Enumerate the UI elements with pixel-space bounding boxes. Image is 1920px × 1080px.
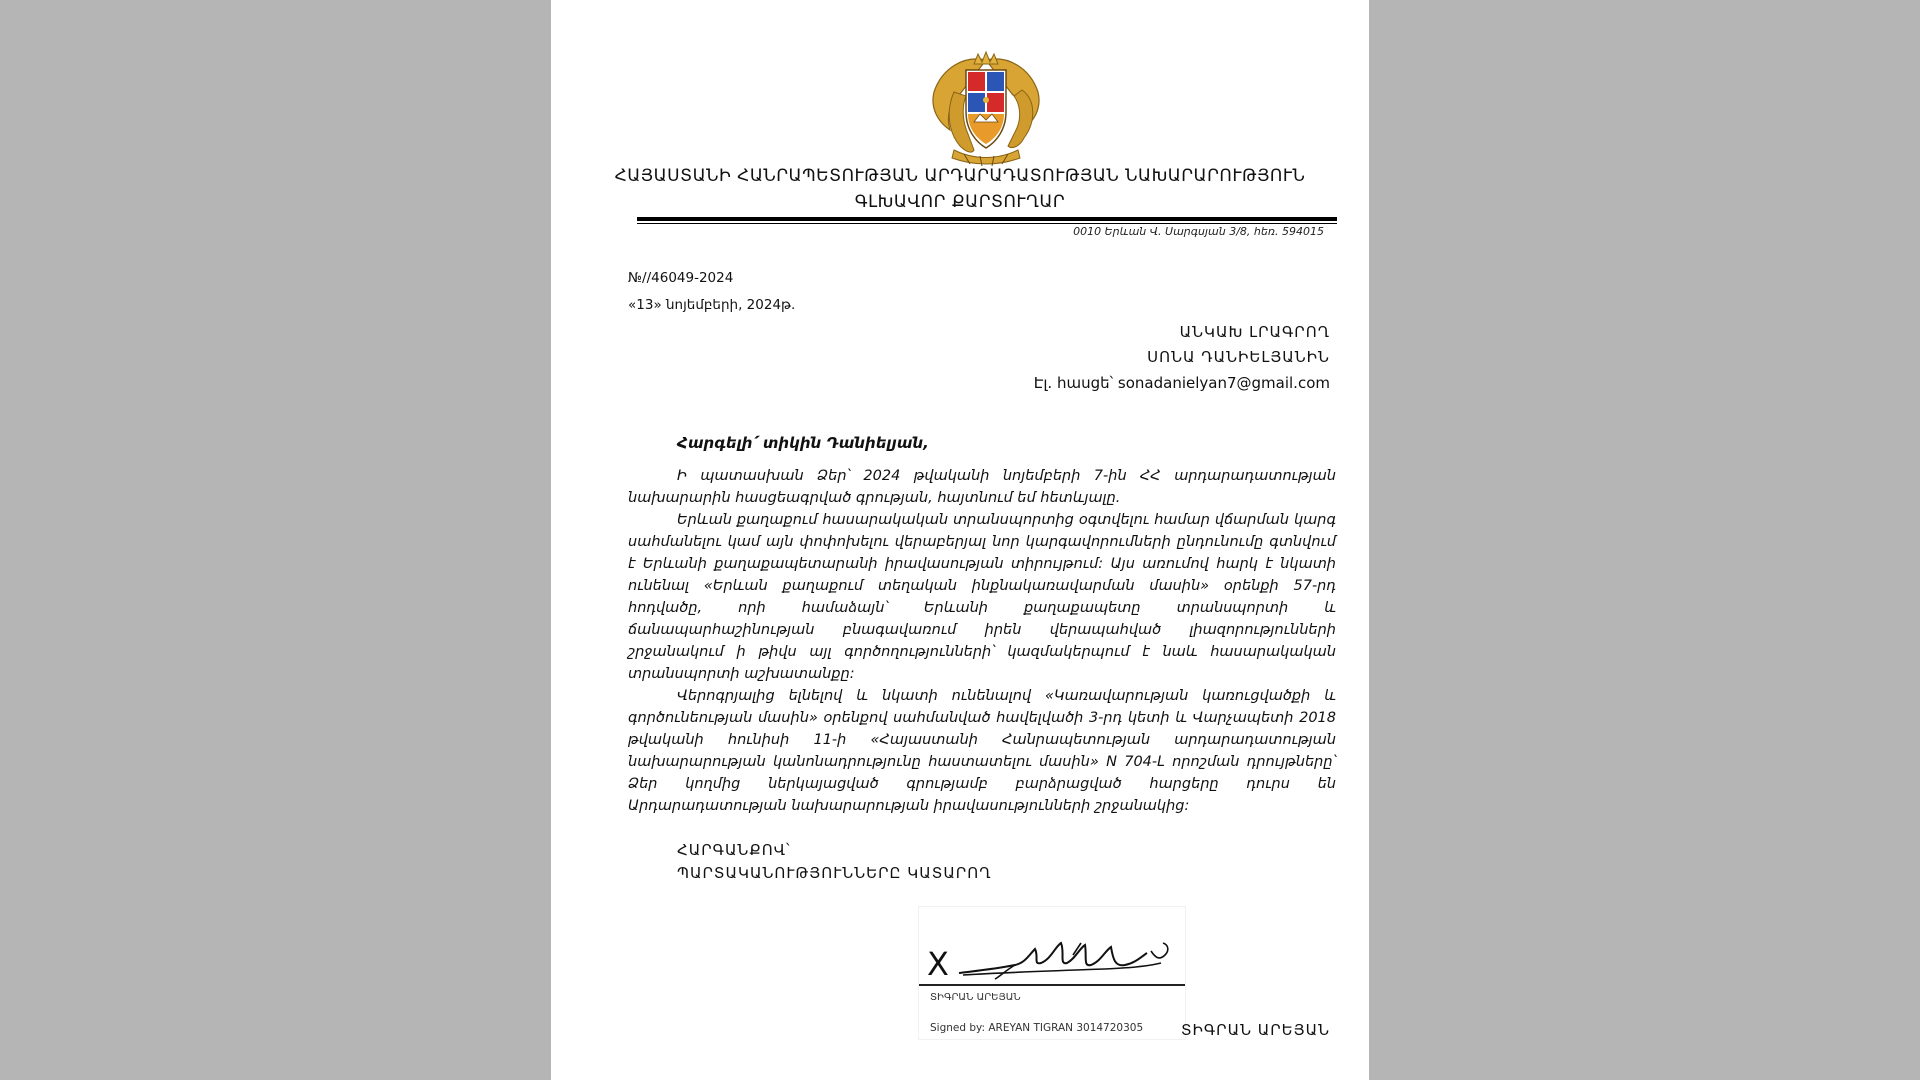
body-paragraph: Ի պատասխան Ձեր՝ 2024 թվականի նոյեմբերի 7-ին ՀՀ արդարադատության նախարարին հասցեագրված գրության, հայտնում եմ հետևյալը. (628, 468, 1336, 506)
signature-x-mark: X (927, 945, 949, 983)
recipient-name: ՍՈՆԱ ԴԱՆԻԵԼՅԱՆԻՆ (1147, 348, 1330, 366)
ministry-name: ՀԱՅԱՍՏԱՆԻ ՀԱՆՐԱՊԵՏՈՒԹՅԱՆ ԱՐԴԱՐԱԴԱՏՈՒԹՅԱՆ ՆԱԽԱՐԱՐՈՒԹՅՈՒՆ (614, 166, 1306, 186)
salutation: Հարգելի՛ տիկին Դանիելյան, (677, 434, 929, 452)
reference-number: №//46049-2024 (628, 270, 734, 286)
body-paragraph: Երևան քաղաքում հասարակական տրանսպորտից օգտվելու համար վճարման կարգ սահմանելու կամ այն փոփոխելու վերաբերյալ նոր կարգավորումների ընդունումը գտնվում է Երևանի քաղաքապետարանի իրավասության տիրույթում: Այս առումով հարկ է նկատի ունենալ «Երևան քաղաքում տեղական ինքնակառավարման մասին» օրենքի 57-րդ հոդվածը, որի համաձայն՝ Երևանի քաղաքապետը տրանսպորտի և ճանապարհաշինության բնագավառում իրեն վերապահված լիազորությունների շրջանակում ի թիվս այլ գործողությունների՝ կազմակերպում է նաև հասարակական տրանսպորտի աշխատանքը: (628, 512, 1336, 682)
recipient-title: ԱՆԿԱԽ ԼՐԱԳՐՈՂ (1179, 323, 1330, 341)
ministry-address: 0010 Երևան Վ. Սարգսյան 3/8, հեռ. 594015 (1073, 225, 1324, 238)
letter-page (551, 0, 1369, 1080)
signature-caption-name: ՏԻԳՐԱՆ ԱՐԵՅԱՆ (930, 992, 1021, 1003)
body-paragraph: Վերոգրյալից ելնելով և նկատի ունենալով «Կառավարության կառուցվածքի և գործունեության մասին» օրենքով սահմանված հավելվածի 3-րդ կետի և Վարչապետի 2018 թվականի հունիսի 11-ի «Հայաստանի Հանրապետության արդարադատության նախարարության կանոնադրությունը հաստատելու մասին» N 704-Լ որոշման դրույթները՝ Ձեր կողմից ներկայացված գրությամբ բարձրացված հարցերը դուրս են Արդարադատության նախարարության իրավասությունների շրջանակից: (628, 688, 1336, 814)
signature-line (919, 984, 1185, 986)
handwritten-signature (955, 935, 1175, 985)
recipient-email: Էլ. հասցե՝ sonadanielyan7@gmail.com (1033, 374, 1330, 392)
armenia-coat-of-arms-icon (924, 50, 1048, 168)
letterhead-rule-thin (637, 223, 1337, 224)
ministry-department: ԳԼԽԱՎՈՐ ՔԱՐՏՈՒՂԱՐ (854, 192, 1066, 212)
letter-body (628, 465, 1336, 817)
closing-position: ՊԱՐՏԱԿԱՆՈՒԹՅՈՒՆՆԵՐԸ ԿԱՏԱՐՈՂ (677, 864, 992, 882)
letter-date: «13» նոյեմբերի, 2024թ. (628, 297, 796, 313)
letterhead-rule (637, 217, 1337, 221)
signed-by-label: Signed by: AREYAN TIGRAN 3014720305 (930, 1022, 1144, 1034)
closing-regards: ՀԱՐԳԱՆՔՈՎ՝ (677, 841, 791, 859)
signer-name: ՏԻԳՐԱՆ ԱՐԵՅԱՆ (1180, 1021, 1330, 1039)
digital-signature-box (918, 906, 1186, 1040)
